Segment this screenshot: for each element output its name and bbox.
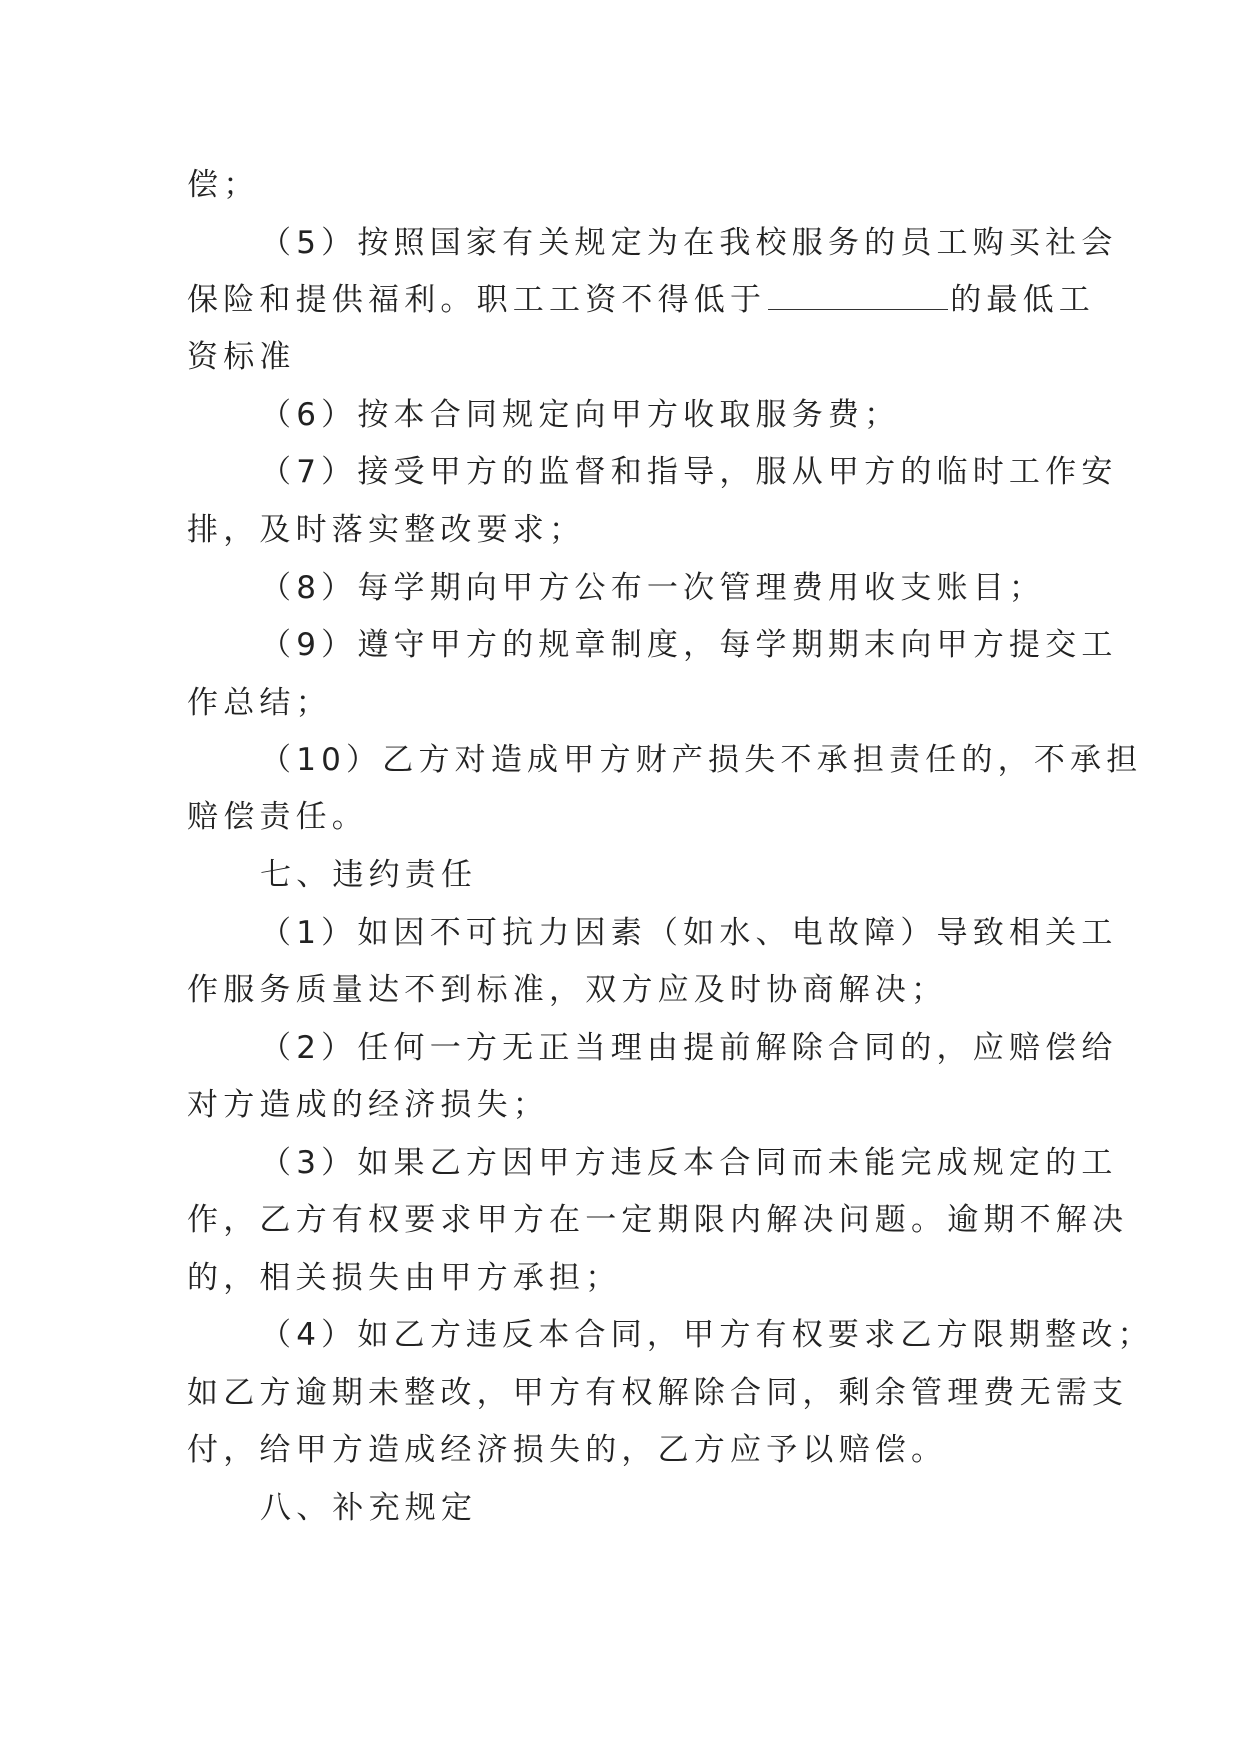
- section-heading: 八、补充规定: [260, 1490, 478, 1526]
- text-line: （9）遵守甲方的规章制度，每学期期末向甲方提交工: [260, 627, 1118, 663]
- text-segment: 保险和提供福利。职工工资不得低于: [187, 282, 767, 318]
- text-line: 赔偿责任。: [187, 799, 368, 835]
- fill-in-blank: [768, 281, 948, 310]
- text-line: （3）如果乙方因甲方违反本合同而未能完成规定的工: [260, 1145, 1118, 1181]
- text-line: （10）乙方对造成甲方财产损失不承担责任的，不承担: [260, 742, 1143, 778]
- text-line: （7）接受甲方的监督和指导，服从甲方的临时工作安: [260, 454, 1118, 490]
- text-line: 偿；: [187, 167, 260, 203]
- text-line: （8）每学期向甲方公布一次管理费用收支账目；: [260, 570, 1046, 606]
- text-line: 资标准: [187, 339, 296, 375]
- text-line: （5）按照国家有关规定为在我校服务的员工购买社会: [260, 225, 1118, 261]
- section-heading: 七、违约责任: [260, 857, 478, 893]
- text-line: 作服务质量达不到标准，双方应及时协商解决；: [187, 972, 948, 1008]
- text-line: 如乙方逾期未整改，甲方有权解除合同，剩余管理费无需支: [187, 1375, 1129, 1411]
- text-line: 作，乙方有权要求甲方在一定期限内解决问题。逾期不解决: [187, 1202, 1129, 1238]
- text-segment: 的最低工: [950, 282, 1096, 318]
- text-line: 的，相关损失由甲方承担；: [187, 1260, 622, 1296]
- text-line: （6）按本合同规定向甲方收取服务费；: [260, 397, 901, 433]
- text-line: 排，及时落实整改要求；: [187, 512, 586, 548]
- text-line: 对方造成的经济损失；: [187, 1087, 549, 1123]
- text-line: （1）如因不可抗力因素（如水、电故障）导致相关工: [260, 915, 1118, 951]
- text-line-with-blank: [187, 271, 1096, 329]
- text-line: （2）任何一方无正当理由提前解除合同的，应赔偿给: [260, 1030, 1118, 1066]
- text-line: （4）如乙方违反本合同，甲方有权要求乙方限期整改；: [260, 1317, 1154, 1353]
- text-line: 付，给甲方造成经济损失的，乙方应予以赔偿。: [187, 1432, 948, 1468]
- text-line: 作总结；: [187, 685, 332, 721]
